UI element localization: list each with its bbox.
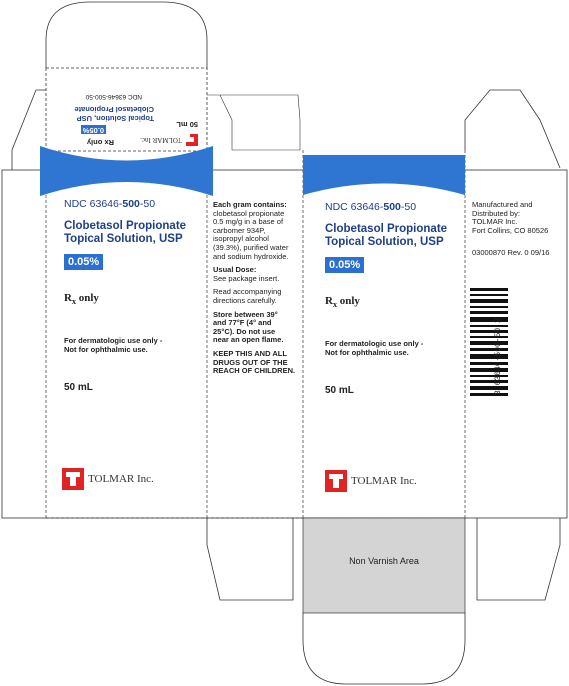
composition-6: and sodium hydroxide. — [213, 251, 289, 261]
brand-lockup-left — [62, 468, 154, 490]
mfg-line-2: Distributed by: — [472, 208, 520, 218]
storage-4: near an open flame. — [213, 335, 284, 345]
top-flap-text — [52, 72, 202, 148]
composition-4: isopropyl alcohol — [213, 234, 269, 244]
top-flap-brand: TOLMAR Inc. — [140, 136, 182, 144]
product-name-line1: Clobetasol Propionate — [325, 223, 448, 235]
keep-away-2: DRUGS OUT OF THE — [213, 357, 288, 367]
ndc-number: NDC 63646-500-50 — [325, 201, 417, 213]
rx-only: $R_x$ only — [325, 295, 360, 310]
ndc-number: NDC 63646-500-50 — [64, 198, 156, 210]
front-panel-left — [64, 198, 204, 393]
concentration-badge: 0.05% — [325, 257, 364, 273]
side-panel-info — [213, 201, 301, 376]
top-flap-concentration: 0.05% — [82, 126, 104, 135]
read-directions-2: directions carefully. — [213, 295, 277, 305]
top-dust-flap-right — [465, 90, 560, 168]
derm-warning-2: Not for ophthalmic use. — [64, 345, 148, 355]
brand-lockup-right — [325, 470, 417, 492]
product-code: 03000870 Rev. 0 09/16 — [472, 248, 550, 258]
storage-3: 25°C). Do not use — [213, 326, 276, 336]
product-name-line2: Topical Solution, USP — [64, 233, 183, 245]
tolmar-logo-icon — [186, 134, 198, 146]
blue-band-left — [40, 146, 213, 196]
rx-only: $R_x$ only — [64, 292, 99, 307]
top-dust-flap-mid — [207, 95, 300, 150]
top-flap-name-1: Clobetasol Propionate — [74, 105, 154, 114]
bottom-flap-left — [207, 518, 293, 600]
tolmar-logo-icon — [325, 470, 347, 492]
derm-warning-1: For dermatologic use only - — [64, 336, 163, 346]
usual-dose-heading: Usual Dose: — [213, 265, 257, 275]
tolmar-logo-icon — [62, 468, 84, 490]
read-directions-1: Read accompanying — [213, 287, 282, 297]
front-panel-right — [325, 201, 465, 396]
top-flap-rx: Rx only — [86, 138, 114, 147]
keep-away-3: REACH OF CHILDREN. — [213, 366, 296, 376]
top-flap-volume: 50 mL — [176, 120, 198, 129]
top-flap-name-2: Topical Solution, USP — [76, 114, 154, 123]
volume: 50 mL — [325, 385, 354, 397]
product-name-line2: Topical Solution, USP — [325, 236, 444, 248]
composition-5: (39.3%), purified water — [213, 242, 289, 252]
derm-warning-1: For dermatologic use only - — [325, 339, 424, 349]
mfg-line-1: Manufactured and — [472, 200, 533, 209]
product-name-line1: Clobetasol Propionate — [64, 220, 187, 232]
bottom-tuck — [303, 613, 465, 684]
non-varnish-label: Non Varnish Area — [349, 556, 419, 566]
barcode-number: 3 63646-500-50 2 — [494, 318, 503, 395]
brand-name: TOLMAR Inc. — [351, 475, 417, 487]
top-tuck-flap — [46, 2, 207, 68]
mfg-line-3: TOLMAR Inc. — [472, 217, 518, 227]
composition-1: clobetasol propionate — [213, 208, 285, 218]
usual-dose-text: See package insert. — [213, 273, 280, 283]
top-flap-ndc: NDC 63646-500-50 — [85, 93, 142, 100]
mfg-line-4: Fort Collins, CO 80526 — [472, 225, 549, 235]
keep-away-1: KEEP THIS AND ALL — [213, 348, 287, 358]
brand-name: TOLMAR Inc. — [88, 473, 154, 485]
concentration-badge: 0.05% — [64, 254, 103, 270]
volume: 50 mL — [64, 382, 93, 394]
composition-2: 0.5 mg/g in a base of — [213, 217, 284, 227]
derm-warning-2: Not for ophthalmic use. — [325, 348, 409, 358]
bottom-flap-right — [477, 518, 560, 600]
storage-2: and 77°F (4° and — [213, 318, 272, 328]
composition-3: carbomer 934P, — [213, 225, 266, 235]
storage-1: Store between 39° — [213, 309, 278, 319]
each-gram-heading: Each gram contains: — [213, 200, 287, 209]
manufacturer-info — [472, 201, 564, 258]
